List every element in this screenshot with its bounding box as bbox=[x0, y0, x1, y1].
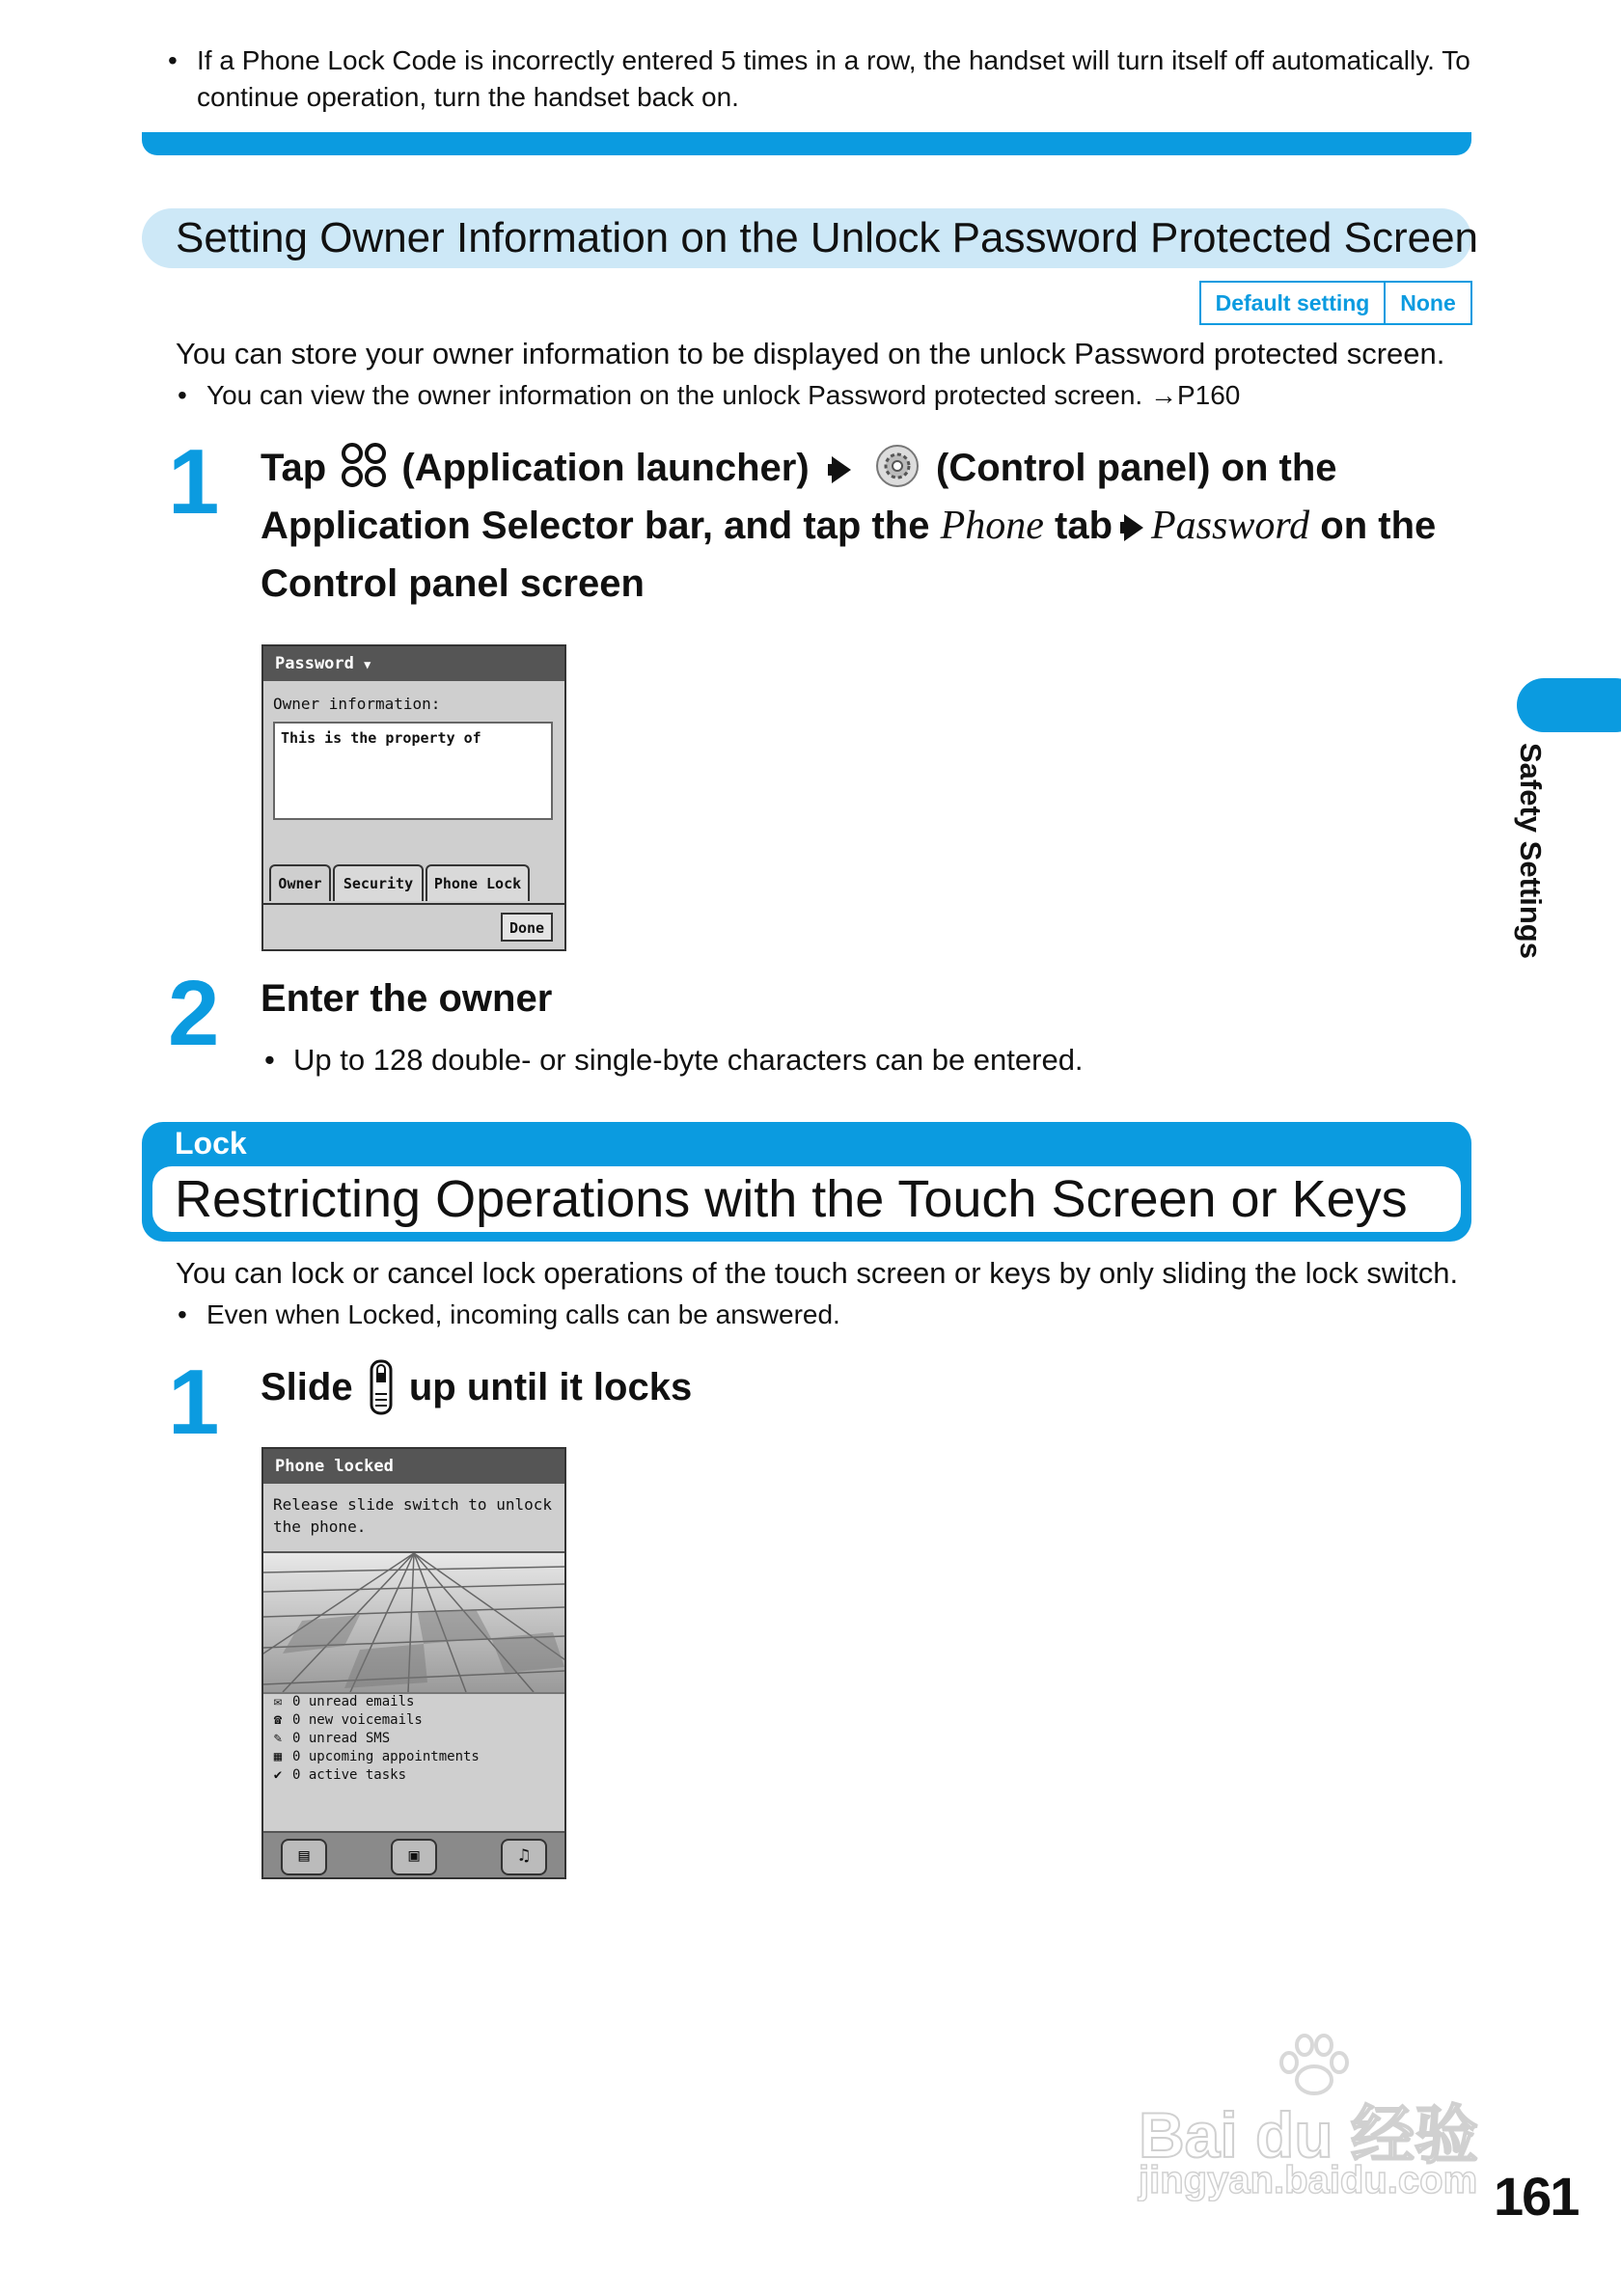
done-button[interactable]: Done bbox=[501, 913, 553, 942]
step-number: 1 bbox=[168, 430, 220, 533]
phone-locked-screen bbox=[261, 1447, 566, 1879]
step1-line3: Control panel screen bbox=[261, 562, 645, 605]
section2-bullet-text: Even when Locked, incoming calls can be answered. bbox=[206, 1299, 840, 1329]
bullet-dot: • bbox=[264, 1043, 275, 1077]
list-item[interactable] bbox=[263, 1747, 564, 1765]
list-item[interactable] bbox=[263, 1765, 564, 1784]
screen-title bbox=[263, 646, 564, 681]
top-rule bbox=[142, 132, 1471, 155]
tab-phone-lock[interactable]: Phone Lock bbox=[426, 864, 530, 901]
section2-bullet bbox=[178, 1297, 840, 1333]
contacts-app-button[interactable]: ▣ bbox=[391, 1839, 437, 1875]
list-item[interactable] bbox=[263, 1710, 564, 1729]
message-line1: Release slide switch to unlock bbox=[273, 1495, 552, 1514]
tap-word: Tap bbox=[261, 447, 327, 489]
control-panel-label: (Control panel) on the bbox=[936, 447, 1337, 489]
baidu-watermark bbox=[1139, 2026, 1525, 2200]
voicemail-icon: ☎ bbox=[273, 1711, 283, 1728]
step2-bullet-text: Up to 128 double- or single-byte characters can be entered. bbox=[293, 1043, 1084, 1077]
control-panel-icon bbox=[875, 444, 920, 488]
side-chapter-label: Safety Settings bbox=[1514, 743, 1548, 959]
password-item-name: Password bbox=[1151, 504, 1310, 548]
section2-intro: You can lock or cancel lock operations of the touch screen or keys by only sliding the lock switch. bbox=[176, 1256, 1459, 1290]
list-item[interactable] bbox=[263, 1729, 564, 1747]
tab-bar bbox=[263, 864, 564, 905]
app-launcher-icon bbox=[341, 442, 387, 488]
phone-tab-name: Phone bbox=[940, 504, 1044, 548]
password-screen bbox=[261, 644, 566, 951]
list-item-text: 0 unread SMS bbox=[292, 1730, 391, 1746]
arrow-icon bbox=[832, 456, 851, 483]
section1-bullet-text: You can view the owner information on the unlock Password protected screen. →P160 bbox=[206, 380, 1241, 410]
owner-value: This is the property of bbox=[281, 729, 481, 747]
on-the-word: on the bbox=[1320, 505, 1437, 547]
calendar-icon: ▦ bbox=[273, 1748, 283, 1764]
music-app-button[interactable]: ♫ bbox=[501, 1839, 547, 1875]
list-item[interactable] bbox=[263, 1692, 564, 1710]
tab-security[interactable]: Security bbox=[333, 864, 424, 901]
watermark-brand: Bai du 经验 bbox=[1139, 2099, 1479, 2171]
dropdown-icon[interactable]: ▼ bbox=[364, 658, 371, 671]
step-number: 2 bbox=[168, 962, 220, 1065]
tab-word: tab bbox=[1055, 505, 1113, 547]
page-number: 161 bbox=[1494, 2166, 1579, 2227]
step1-instruction bbox=[261, 439, 1496, 613]
sms-icon: ✎ bbox=[273, 1730, 283, 1746]
side-chapter-tab bbox=[1517, 678, 1621, 732]
section-title: Setting Owner Information on the Unlock Password Protected Screen bbox=[176, 214, 1479, 261]
arrow-icon bbox=[1124, 514, 1143, 541]
watermark-url: jingyan.baidu.com bbox=[1139, 2159, 1478, 2201]
step1-line2 bbox=[261, 497, 1496, 555]
lock-category: Lock bbox=[175, 1126, 247, 1161]
bullet-dot: • bbox=[168, 45, 178, 75]
screen-title-text: Password bbox=[275, 654, 354, 673]
owner-input[interactable] bbox=[273, 722, 553, 820]
task-check-icon: ✔ bbox=[273, 1766, 283, 1783]
slide-word: Slide bbox=[261, 1366, 353, 1408]
section1-bullet bbox=[178, 377, 1241, 414]
lock-step1-instruction bbox=[261, 1358, 692, 1416]
line2-text: Application Selector bar, and tap the bbox=[261, 505, 930, 547]
default-setting-label: Default setting bbox=[1199, 281, 1386, 325]
list-item-text: 0 active tasks bbox=[292, 1766, 407, 1783]
lock-section-title: Restricting Operations with the Touch Screen or Keys bbox=[175, 1170, 1408, 1228]
list-item-text: 0 upcoming appointments bbox=[292, 1748, 480, 1764]
top-note-line1: If a Phone Lock Code is incorrectly entered 5 times in a row, the handset will turn itself off automatically. To bbox=[197, 45, 1470, 75]
section1-intro: You can store your owner information to be displayed on the unlock Password protected screen. bbox=[176, 337, 1445, 370]
bullet-dot: • bbox=[178, 380, 187, 410]
phone-app-button[interactable]: ▤ bbox=[281, 1839, 327, 1875]
slide-rest: up until it locks bbox=[408, 1366, 693, 1408]
step2-bullet bbox=[264, 1042, 1084, 1079]
locked-message bbox=[273, 1493, 552, 1538]
email-icon: ✉ bbox=[273, 1693, 283, 1709]
owner-label: Owner information: bbox=[273, 695, 441, 713]
list-item-text: 0 unread emails bbox=[292, 1693, 415, 1709]
lock-switch-icon bbox=[368, 1359, 395, 1415]
top-note-line2: continue operation, turn the handset back on. bbox=[197, 82, 739, 112]
locked-title: Phone locked bbox=[263, 1449, 564, 1484]
tab-owner[interactable]: Owner bbox=[269, 864, 331, 901]
wallpaper-image bbox=[263, 1551, 564, 1694]
bottom-bar bbox=[263, 1831, 564, 1879]
bullet-dot: • bbox=[178, 1299, 187, 1329]
notification-list bbox=[263, 1692, 564, 1784]
step-number: 1 bbox=[168, 1351, 220, 1454]
top-note bbox=[168, 42, 1490, 116]
step2-instruction: Enter the owner bbox=[261, 977, 553, 1020]
app-launcher-label: (Application launcher) bbox=[401, 447, 810, 489]
default-setting-value: None bbox=[1384, 281, 1472, 325]
message-line2: the phone. bbox=[273, 1517, 367, 1536]
step1-line1 bbox=[261, 439, 1496, 497]
list-item-text: 0 new voicemails bbox=[292, 1711, 423, 1728]
